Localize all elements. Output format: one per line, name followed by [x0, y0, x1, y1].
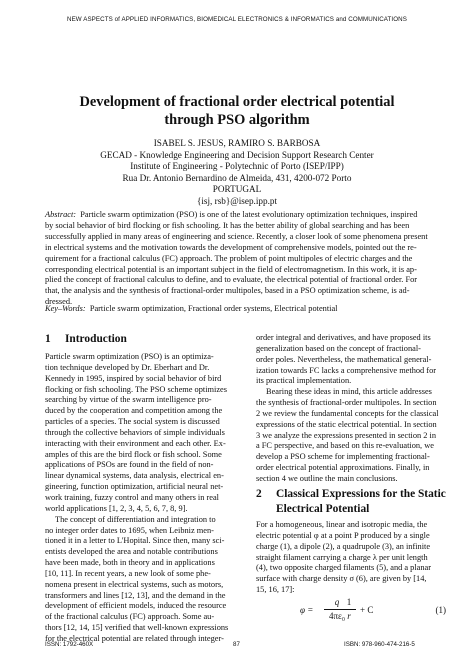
email: {isj, rsb}@isep.ipp.pt: [196, 195, 278, 206]
text-line: world applications [1, 2, 3, 4, 5, 6, 7, 8, 9].: [45, 503, 188, 513]
text-line: order electrical potential approximations. Finally, in: [256, 463, 430, 473]
title-line-2: through PSO algorithm: [164, 112, 310, 128]
country: PORTUGAL: [212, 184, 262, 194]
text-line: Bearing these ideas in mind, this article addresses: [266, 387, 432, 397]
text-line: thors [12, 14, 15] verified that well-known expressions: [45, 623, 229, 633]
text-line: develop a PSO scheme for implementing fractional-: [256, 452, 430, 462]
text-line: through the collective behaviors of simple individuals: [45, 427, 225, 437]
text-line: section 4 we outline the main conclusions.: [256, 473, 398, 483]
abstract: [45, 210, 429, 308]
text-line: charge (1), a dipole (2), a quadrupole (3), an infinite: [256, 541, 431, 551]
footer-issn: ISSN: 1792-460X: [45, 641, 94, 648]
text-line: nomena present in electrical systems, such as motors,: [45, 579, 224, 589]
keywords-label: Key–Words:: [45, 304, 86, 313]
text-line: flocking or fish schooling. The PSO scheme optimizes: [45, 384, 227, 394]
abstract-line: successfully applied in many areas of engineering and science. Recently, a closer look of some phenomena present: [45, 231, 428, 241]
intro-paragraph-1: [45, 352, 229, 515]
text-line: Particle swarm optimization (PSO) is an optimiza-: [45, 352, 214, 361]
text-line: electric potential φ at a point P produced by a single: [256, 530, 430, 540]
text-line: ization towards FC lacks a comprehensive method for: [256, 365, 437, 375]
text-line: order poles. Nevertheless, the mathematical general-: [256, 354, 432, 364]
text-line: duced by the cooperation and competition among the: [45, 406, 223, 416]
equation-1: [256, 597, 446, 623]
keywords: [45, 304, 429, 315]
right-column-top: [256, 333, 446, 485]
equation-numerator-2: 1: [346, 597, 352, 607]
author-block: [40, 138, 434, 207]
equation-constant: + C: [360, 605, 374, 615]
text-line: no integer order dates to 1695, when Leibniz men-: [45, 525, 214, 535]
intro-paragraph-4: [256, 387, 446, 485]
text-line: have been made, both in theory and in applications: [45, 558, 215, 568]
abstract-line: by social behavior of bird flocking or fish schooling. It has the better ability of global searching and has been: [45, 220, 410, 230]
text-line: work training, fuzzy control and many others in real: [45, 492, 220, 502]
text-line: for the electrical potential are related through integer-: [45, 633, 224, 643]
equation-denominator-2: r: [347, 611, 351, 621]
text-line: order integral and derivatives, and have proposed its: [256, 333, 431, 342]
footer-page-number: 87: [233, 641, 240, 648]
text-line: amples of this are the bird flock or fish school. Some: [45, 449, 222, 459]
section-1-title: Introduction: [65, 333, 127, 345]
section-1-heading: [45, 332, 127, 347]
text-line: Kennedy in 1995, inspired by social behavior of bird: [45, 373, 222, 383]
text-line: [10, 11]. In recent years, a new look of some phe-: [45, 568, 211, 578]
address: Rua Dr. Antonio Bernardino de Almeida, 431, 4200-072 Porto: [122, 172, 352, 183]
abstract-line: dressed.: [45, 297, 73, 307]
abstract-line: Particle swarm optimization (PSO) is one of the latest evolutionary optimization techniques, inspired: [80, 210, 418, 219]
title-line-1: Development of fractional order electrical potential: [79, 94, 395, 110]
text-line: development of efficient models, induced the resource: [45, 601, 227, 611]
equation-fraction-2: [342, 597, 356, 622]
footer-isbn: ISBN: 978-960-474-216-5: [344, 641, 415, 648]
text-line: gineering, function optimization, artificial neural net-: [45, 482, 224, 492]
text-line: 15, 16, 17]:: [256, 585, 295, 595]
text-line: surface with charge density σ (6), are given by [14,: [256, 574, 427, 584]
author-names: ISABEL S. JESUS, RAMIRO S. BARBOSA: [153, 138, 321, 148]
text-line: expressions of the static electrical potential. In section: [256, 419, 437, 429]
section-2-title-line-2: Electrical Potential: [276, 502, 370, 515]
text-line: applications of PSOs are found in the field of non-: [45, 460, 214, 470]
paper-title: [40, 93, 434, 129]
abstract-line: plied the concept of fractional calculus to define, and to evaluate, the electrical potential of fractional order. For: [45, 275, 418, 285]
text-line: searching by virtue of the swarm intelligence pro-: [45, 395, 212, 405]
section-1-number: 1: [45, 333, 51, 345]
section-2-heading: [256, 487, 446, 516]
section-2-body: [256, 520, 446, 596]
text-line: a FC perspective, and based on this re-evaluation, we: [256, 441, 434, 451]
abstract-line: in electrical systems and the motivation towards the development of comprehensive models, pointed out the re-: [45, 242, 417, 252]
text-line: 3 we analyze the expressions presented in section 2 in: [256, 430, 437, 440]
text-line: interacting with their environment and each other. Ex-: [45, 438, 226, 448]
section-2-number: 2: [256, 488, 262, 500]
text-line: of the fractional calculus (FC) approach. Some au-: [45, 612, 215, 622]
section-2-title-line-1: Classical Expressions for the Static: [276, 488, 446, 500]
text-line: generalization based on the concept of fractional-: [256, 343, 421, 353]
abstract-line: that, the analysis and the synthesis of fractional-order multipoles, based in a PSO optimization scheme, is ad-: [45, 286, 410, 296]
text-line: linear dynamical systems, data analysis, electrical en-: [45, 471, 224, 481]
text-line: (4), two opposite charged filaments (5), and a planar: [256, 563, 432, 573]
intro-paragraph-3: [256, 333, 446, 387]
affiliation-1: GECAD - Knowledge Engineering and Decision Support Research Center: [100, 149, 374, 160]
equation-denominator: 4πε₀: [329, 611, 345, 621]
text-line: The concept of differentiation and integration to: [55, 514, 216, 524]
running-head: NEW ASPECTS of APPLIED INFORMATICS, BIOMEDICAL ELECTRONICS & INFORMATICS and COMMUNICATIONS: [67, 16, 407, 23]
keywords-text: Particle swarm optimization, Fractional order systems, Electrical potential: [89, 304, 338, 313]
text-line: 2 we review the fundamental concepts for the classical: [256, 408, 439, 418]
text-line: its practical implementation.: [256, 376, 352, 386]
equation-number: (1): [435, 605, 446, 615]
intro-paragraph-2: [45, 515, 229, 645]
text-line: tion technique developed by Dr. Eberhart and Dr.: [45, 362, 210, 372]
left-column: [45, 352, 229, 645]
abstract-line: corresponding electrical potential is an important subject in the field of electromagnetism. In this work, it is ap-: [45, 264, 417, 274]
text-line: the synthesis of fractional-order multipoles. In section: [256, 398, 437, 408]
text-line: transformers and lines [12, 13], and the demand in the: [45, 590, 226, 600]
text-line: For a homogeneous, linear and isotropic media, the: [256, 520, 428, 529]
abstract-label: Abstract:: [45, 210, 77, 219]
text-line: entists developed the area and notable contributions: [45, 547, 218, 557]
text-line: particles of a species. The social system is discussed: [45, 417, 220, 427]
text-line: tioned it in a letter to L'Hopital. Since then, many sci-: [45, 536, 225, 546]
affiliation-2: Institute of Engineering - Polytechnic of Porto (ISEP/IPP): [130, 161, 344, 171]
text-line: straight filament carrying a charge λ per unit length: [256, 552, 428, 562]
equation-lhs: φ =: [300, 605, 314, 615]
abstract-line: quirement for a fractional calculus (FC) approach. The problem of point multipoles of electric charges and the: [45, 253, 413, 263]
equation-numerator: q: [334, 597, 340, 607]
